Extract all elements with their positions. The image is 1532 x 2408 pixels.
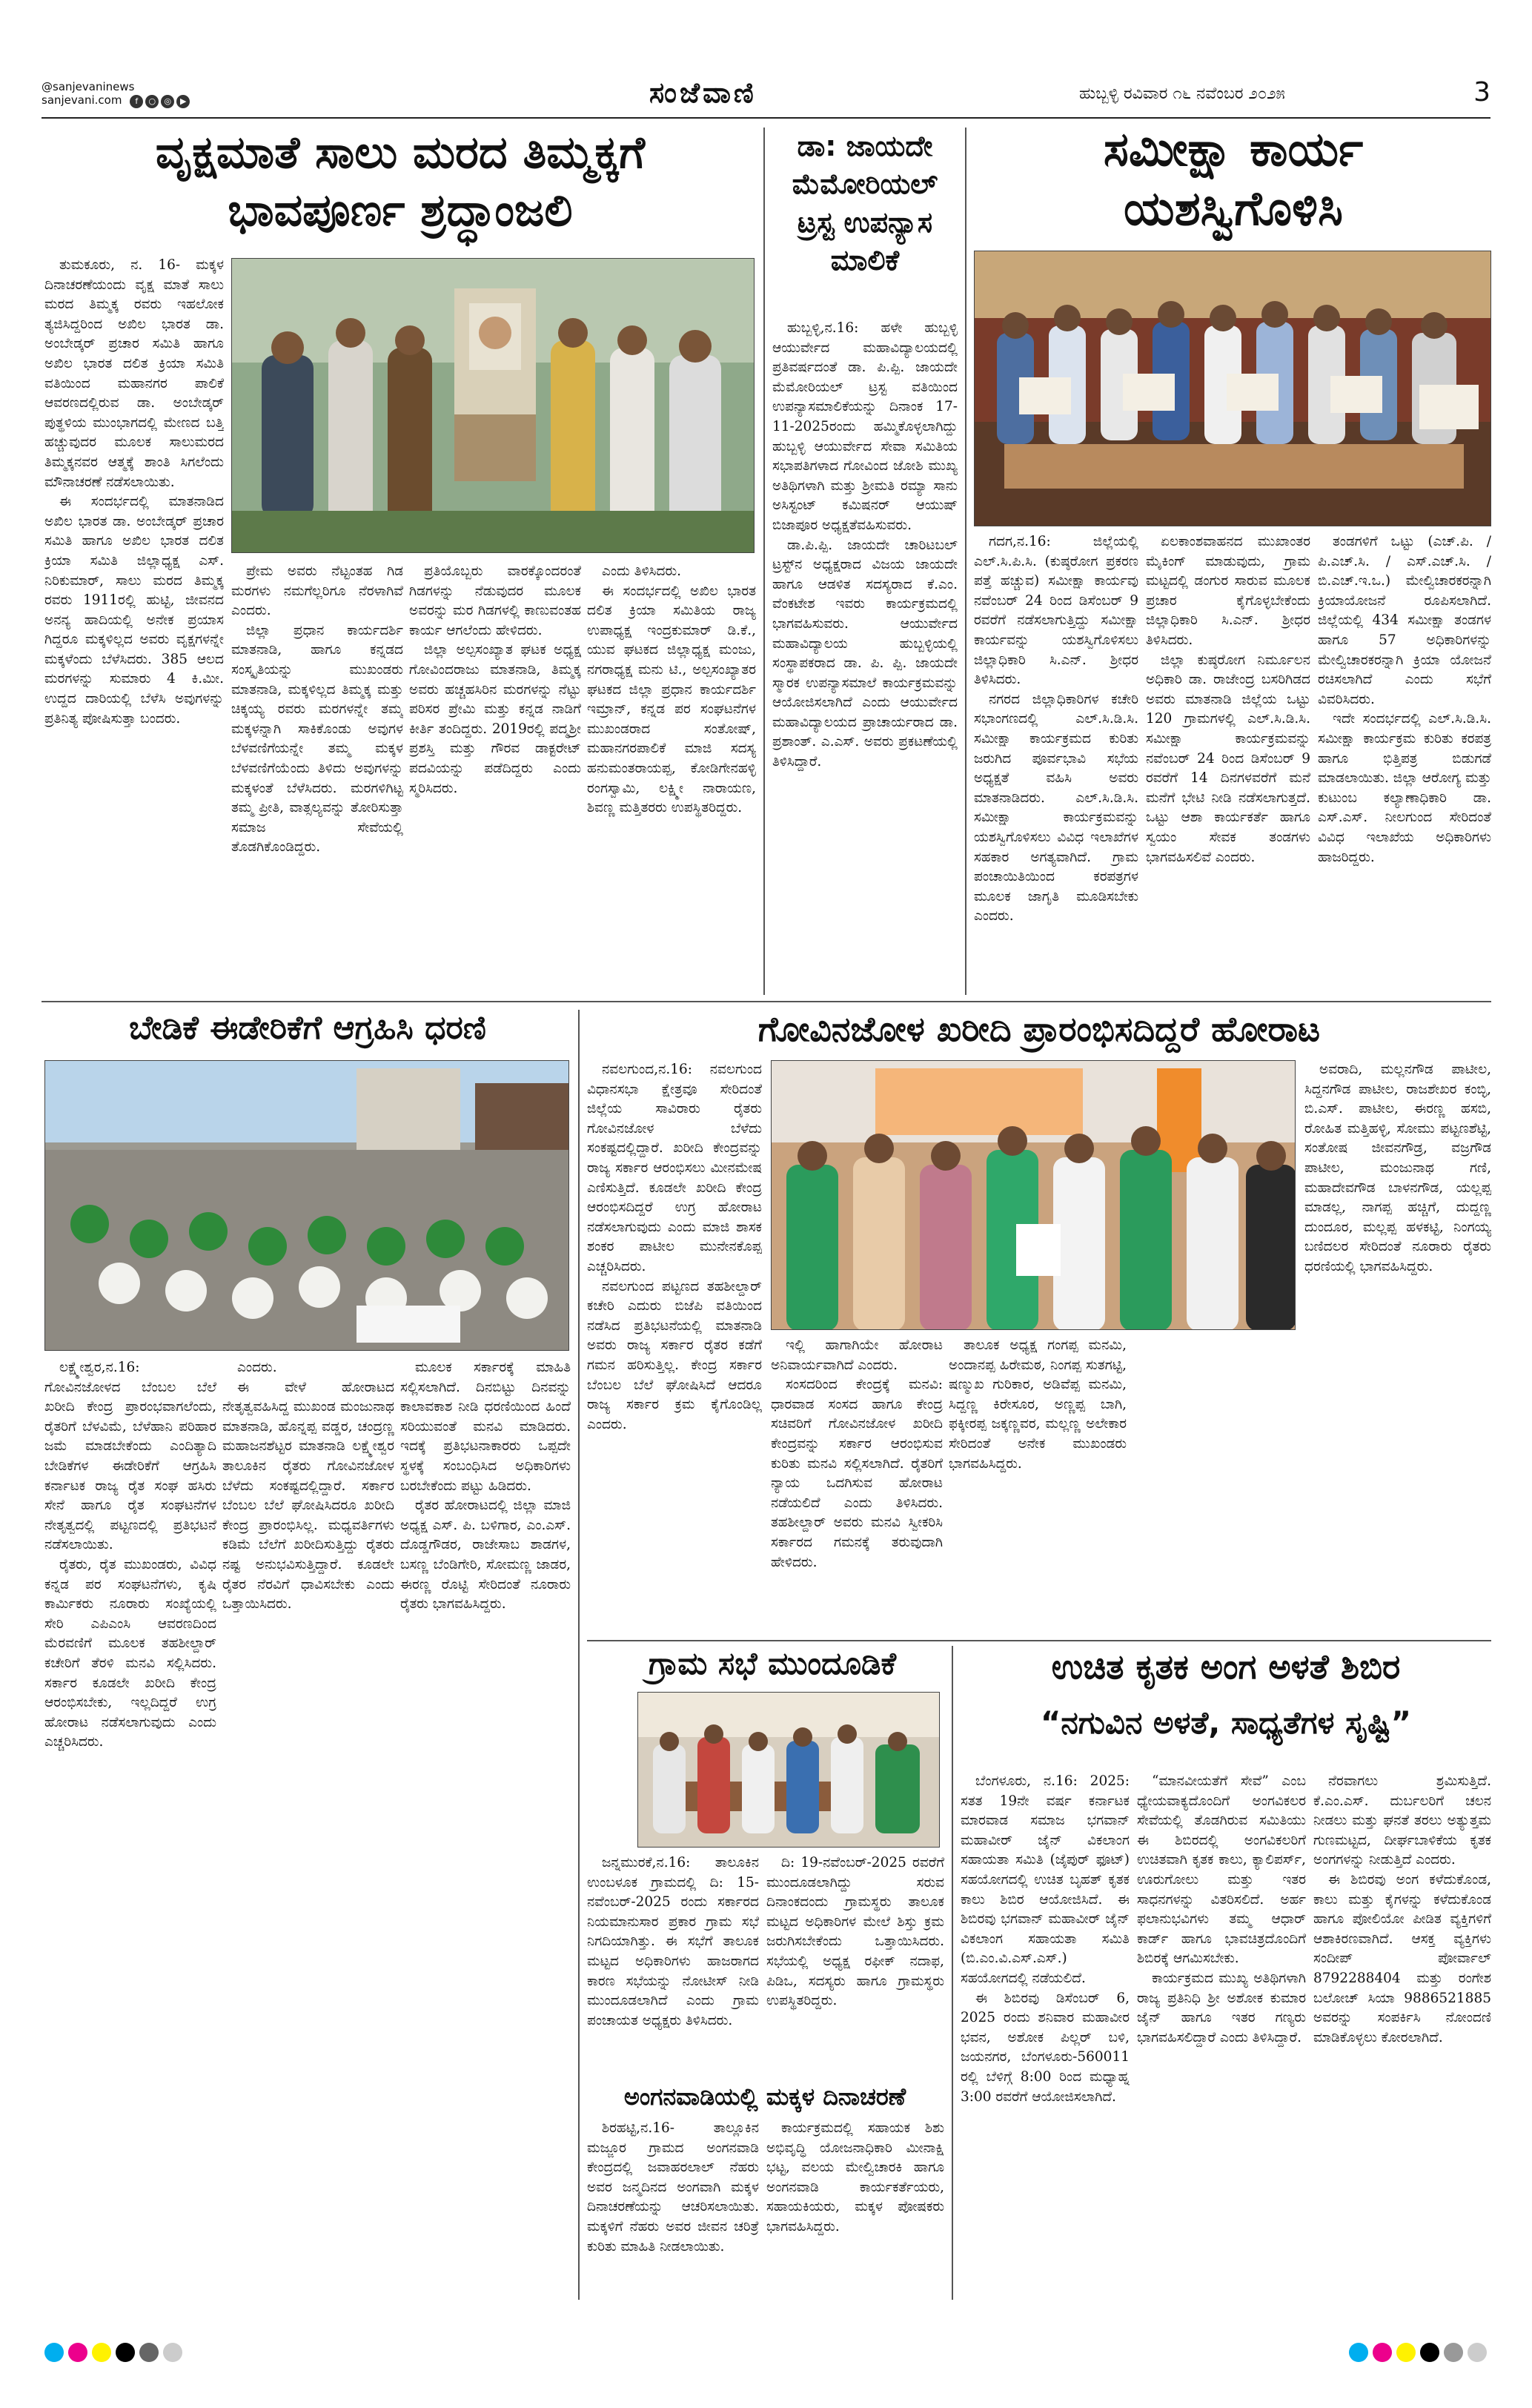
paragraph: ನವಲಗುಂದ,ನ.16: ನವಲಗುಂದ ವಿಧಾನಸಭಾ ಕ್ಷೇತ್ರವೂ ಸೇರಿದಂತೆ ಜಿಲ್ಲೆಯ ಸಾವಿರಾರು ರೈತರು ಗೋವಿನಜೋಳ ಬೆಳೆದು ಸಂಕಷ್ಟದಲ್ಲಿದ್ದಾರೆ. ಖರೀದಿ ಕೇಂದ್ರವನ್ನು ರಾಜ್ಯ ಸರ್ಕಾರ ಆರಂಭಿಸಲು ಮೀನಮೇಷ ಎಣಿಸುತ್ತಿದೆ. ಕೂಡಲೇ ಖರೀದಿ ಕೇಂದ್ರ ಆರಂಭಿಸದಿದ್ದರೆ ಉಗ್ರ ಹೋರಾಟ ನಡೆಸಲಾಗುವುದು ಎಂದು ಮಾಜಿ ಶಾಸಕ ಶಂಕರ ಪಾಟೀಲ ಮುನೇನಕೊಪ್ಪ ಎಚ್ಚರಿಸಿದರು. bbox=[587, 1062, 762, 1274]
survey-col-3 bbox=[1318, 532, 1491, 996]
thimmakka-col-4 bbox=[587, 562, 756, 999]
paragraph: ಗದಗ,ನ.16: ಜಿಲ್ಲೆಯಲ್ಲಿ ಎಲ್.ಸಿ.ಪಿ.ಸಿ. (ಕುಷ್ಠರೋಗ ಪ್ರಕರಣ ಪತ್ತೆ ಹಚ್ಚುವ) ಸಮೀಕ್ಷಾ ಕಾರ್ಯವು ನವೆಂಬರ್ 24 ರಿಂದ ಡಿಸೆಂಬರ್ 9 ರವರೆಗೆ ನಡೆಸಲಾಗುತ್ತಿದ್ದು ಸಮೀಕ್ಷಾ ಕಾರ್ಯವನ್ನು ಯಶಸ್ವಿಗೊಳಿಸಲು ಜಿಲ್ಲಾಧಿಕಾರಿ ಸಿ.ಎನ್. ಶ್ರೀಧರ ತಿಳಿಸಿದರು. bbox=[974, 534, 1138, 688]
gram-sabha-photo-image bbox=[638, 1693, 940, 1848]
social-block bbox=[42, 80, 192, 108]
paragraph: ಇಲ್ಲಿ ಹಾಗಾಗಿಯೇ ಹೋರಾಟ ಅನಿವಾರ್ಯವಾಗಿದೆ ಎಂದರು. bbox=[771, 1337, 943, 1373]
limb-headline-1: ಉಚಿತ ಕೃತಕ ಅಂಗ ಅಳತೆ ಶಿಬಿರ bbox=[1051, 1647, 1401, 1687]
paragraph: ನೆರವಾಗಲು ಶ್ರಮಿಸುತ್ತಿದೆ. ಕೆ.ಎಂ.ಎಸ್. ದುರ್ಬಲರಿಗೆ ಚಲನ ನೀಡಲು ಮತ್ತು ಘನತೆ ತರಲು ಅತ್ಯುತ್ತಮ ಗುಣಮಟ್ಟದ, ದೀರ್ಘಬಾಳಿಕೆಯ ಕೃತಕ ಅಂಗಗಳನ್ನು ನೀಡುತ್ತಿದೆ ಎಂದರು. bbox=[1313, 1773, 1491, 1868]
bedike-col-3 bbox=[400, 1358, 571, 2301]
column-divider bbox=[763, 128, 765, 995]
site-url[interactable]: sanjevani.com bbox=[42, 93, 122, 107]
gray-dot bbox=[139, 2343, 159, 2362]
govina-col-4 bbox=[1304, 1060, 1491, 1635]
govina-col-2 bbox=[771, 1336, 943, 1635]
color-registration-left bbox=[44, 2343, 187, 2365]
paragraph: ಜಿಲ್ಲಾ ಅಲ್ಪಸಂಖ್ಯಾತ ಘಟಕ ಅಧ್ಯಕ್ಷ ಗೋವಿಂದರಾಜು ಮಾತನಾಡಿ, ತಿಮ್ಮಕ್ಕ ಅವರು ಹಚ್ಚಹಸಿರಿನ ಮರಗಳನ್ನು ನೆಟ್ಟು ಪರಿಸರ ಪ್ರೇಮಿ ಮತ್ತು ಕನ್ನಡ ನಾಡಿಗೆ ಕೀರ್ತಿ ತಂದಿದ್ದರು. 2019ರಲ್ಲಿ ಪದ್ಮಶ್ರೀ ಪ್ರಶಸ್ತಿ ಮತ್ತು ಗೌರವ ಡಾಕ್ಟರೇಟ್ ಪದವಿಯನ್ನು ಪಡೆದಿದ್ದರು ಎಂದು ಸ್ಮರಿಸಿದರು. bbox=[409, 642, 581, 796]
paragraph: ಜನ್ನಮುರಕೆ,ನ.16: ತಾಲೂಕಿನ ಉಂಬಳೂಕ ಗ್ರಾಮದಲ್ಲಿ ದಿ: 15-ನವೆಂಬರ್-2025 ರಂದು ಸರ್ಕಾರದ ನಿಯಮಾನುಸಾರ ಪ್ರಕಾರ ಗ್ರಾಮ ಸಭೆ ನಿಗದಿಯಾಗಿತ್ತು. ಈ ಸಭೆಗೆ ತಾಲೂಕ ಮಟ್ಟದ ಅಧಿಕಾರಿಗಳು ಹಾಜರಾಗದ ಕಾರಣ ಸಭೆಯನ್ನು ನೋಟೀಸ್ ನೀಡಿ ಮುಂದೂಡಲಾಗಿದೆ ಎಂದು ಗ್ರಾಮ ಪಂಚಾಯತ ಅಧ್ಯಕ್ಷರು ತಿಳಿಸಿದರು. bbox=[587, 1855, 759, 2028]
paragraph: ಹುಬ್ಬಳ್ಳಿ,ನ.16: ಹಳೇ ಹುಬ್ಬಳ್ಳಿ ಆಯುರ್ವೇದ ಮಹಾವಿದ್ಯಾಲಯದಲ್ಲಿ ಪ್ರತಿವರ್ಷದಂತೆ ಡಾ. ಪಿ.ಪ್ಪಿ. ಜಾಯದೇ ಮೆಮೋರಿಯಲ್ ಟ್ರಸ್ಟ ವತಿಯಿಂದ ಉಪನ್ಯಾಸಮಾಲಿಕೆಯನ್ನು ದಿನಾಂಕ 17-11-2025ರಂದು ಹಮ್ಮಿಕೊಳ್ಳಲಾಗಿದ್ದು ಹುಬ್ಬಳ್ಳಿ ಆಯುರ್ವೇದ ಸೇವಾ ಸಮಿತಿಯ ಸಭಾಪತಿಗಳಾದ ಗೋವಿಂದ ಜೋಶಿ ಮುಖ್ಯ ಅತಿಥಿಗಳಾಗಿ ಮತ್ತು ಶ್ರೀಮತಿ ರಮ್ಯಾ ಸಾನು ಅಸಿಸ್ಟಂಟ್ ಕಮಿಷನರ್ ಆಯುಷ್ ಬಿಜಾಪೂರ ಅಧ್ಯಕ್ಷತೆವಹಿಸುವರು. bbox=[772, 320, 958, 533]
paragraph: ರೈತರು, ರೈತ ಮುಖಂಡರು, ವಿವಿಧ ಕನ್ನಡ ಪರ ಸಂಘಟನೆಗಳು, ಕೃಷಿ ಕಾರ್ಮಿಕರು ನೂರಾರು ಸಂಖ್ಯೆಯಲ್ಲಿ ಸೇರಿ ಎಪಿಎಂಸಿ ಆವರಣದಿಂದ ಮೆರವಣಿಗೆ ಮೂಲಕ ತಹಶೀಲ್ದಾರ್ ಕಚೇರಿಗೆ ತೆರಳಿ ಮನವಿ ಸಲ್ಲಿಸಿದರು. ಸರ್ಕಾರ ಕೂಡಲೇ ಖರೀದಿ ಕೇಂದ್ರ ಆರಂಭಿಸಬೇಕು, ಇಲ್ಲದಿದ್ದರೆ ಉಗ್ರ ಹೋರಾಟ ನಡೆಸಲಾಗುವುದು ಎಂದು ಎಚ್ಚರಿಸಿದರು. bbox=[44, 1556, 216, 1750]
magenta-dot bbox=[68, 2343, 87, 2362]
bedike-photo bbox=[44, 1060, 569, 1351]
bjp-protest-photo-image bbox=[772, 1061, 1296, 1330]
paragraph: ಶಿರಹಟ್ಟಿ,ನ.16- ತಾಲ್ಲೂಕಿನ ಮಜ್ಜೂರ ಗ್ರಾಮದ ಅಂಗನವಾಡಿ ಕೇಂದ್ರದಲ್ಲಿ ಜವಾಹರಲಾಲ್ ನೆಹರು ಅವರ ಜನ್ಮದಿನದ ಅಂಗವಾಗಿ ಮಕ್ಕಳ ದಿನಾಚರಣೆಯನ್ನು ಆಚರಿಸಲಾಯಿತು. ಮಕ್ಕಳಿಗೆ ನೆಹರು ಅವರ ಜೀವನ ಚರಿತ್ರೆ ಕುರಿತು ಮಾಹಿತಿ ನೀಡಲಾಯಿತು. bbox=[587, 2120, 759, 2255]
anganwadi-headline: ಅಂಗನವಾಡಿಯಲ್ಲಿ ಮಕ್ಕಳ ದಿನಾಚರಣೆ bbox=[623, 2083, 906, 2111]
meeting-photo-image bbox=[975, 251, 1491, 526]
paragraph: ದಿ: 19-ನವೆಂಬರ್-2025 ರವರೆಗೆ ಮುಂದೂಡಲಾಗಿದ್ದು ಸರುವ ದಿನಾಂಕದಂದು ಗ್ರಾಮಸ್ಥರು ತಾಲೂಕ ಮಟ್ಟದ ಅಧಿಕಾರಿಗಳ ಮೇಲೆ ಶಿಸ್ತು ಕ್ರಮ ಜರುಗಿಸಬೇಕೆಂದು ಒತ್ತಾಯಿಸಿದರು. ಸಭೆಯಲ್ಲಿ ಅಧ್ಯಕ್ಷ ರಫೀಕ್ ನದಾಫ, ಪಿಡಿಒ, ಸದಸ್ಯರು ಹಾಗೂ ಗ್ರಾಮಸ್ಥರು ಉಪಸ್ಥಿತರಿದ್ದರು. bbox=[766, 1855, 944, 2009]
paragraph: ಜಿಲ್ಲಾ ಕುಷ್ಠರೋಗ ನಿರ್ಮೂಲನ ಅಧಿಕಾರಿ ಡಾ. ರಾಜೇಂದ್ರ ಬಸರಿಗಿಡದ ಅವರು ಮಾತನಾಡಿ ಜಿಲ್ಲೆಯ ಒಟ್ಟು 120 ಗ್ರಾಮಗಳಲ್ಲಿ ಎಲ್.ಸಿ.ಡಿ.ಸಿ. ಸಮೀಕ್ಷಾ ಕಾರ್ಯಕ್ರಮವನ್ನು ನವೆಂಬರ್ 24 ರಿಂದ ಡಿಸೆಂಬರ್ 9 ರವರೆಗೆ 14 ದಿನಗಳವರೆಗೆ ಮನೆ ಮನೆಗೆ ಭೇಟಿ ನೀಡಿ ನಡೆಸಲಾಗುತ್ತದೆ. ಒಟ್ಟು ಆಶಾ ಕಾರ್ಯಕರ್ತೆ ಹಾಗೂ ಸ್ವಯಂ ಸೇವಕ ತಂಡಗಳು ಭಾಗವಹಿಸಲಿವೆ ಎಂದರು. bbox=[1146, 652, 1310, 865]
gramasabha-photo bbox=[637, 1692, 940, 1848]
light-gray-dot bbox=[1468, 2343, 1487, 2362]
paragraph: “ಮಾನವೀಯತೆಗೆ ಸೇವೆ” ಎಂಬ ಧ್ಯೇಯವಾಕ್ಯದೊಂದಿಗೆ ಅಂಗವಿಕಲರ ಸೇವೆಯಲ್ಲಿ ತೊಡಗಿರುವ ಸಮಿತಿಯು ಈ ಶಿಬಿರದಲ್ಲಿ ಅಂಗವಿಕಲರಿಗೆ ಉಚಿತವಾಗಿ ಕೃತಕ ಕಾಲು, ಕ್ಯಾಲಿಪರ್ಸ್, ಊರುಗೋಲು ಮತ್ತು ಇತರ ಸಾಧನಗಳನ್ನು ವಿತರಿಸಲಿದೆ. ಅರ್ಹ ಫಲಾನುಭವಿಗಳು ತಮ್ಮ ಆಧಾರ್ ಕಾರ್ಡ್ ಹಾಗೂ ಭಾವಚಿತ್ರದೊಂದಿಗೆ ಶಿಬಿರಕ್ಕೆ ಆಗಮಿಸಬೇಕು. bbox=[1137, 1773, 1306, 1967]
paragraph: ತಂಡಗಳಿಗೆ ಒಟ್ಟು (ಎಚ್.ಪಿ. / ಪಿ.ಎಚ್.ಸಿ. / ಎಸ್.ಎಚ್.ಸಿ. / ಬಿ.ಎಚ್.ಇ.ಒ.) ಮೇಲ್ವಿಚಾರಕರನ್ನಾಗಿ ಕ್ರಿಯಾಯೋಜನೆ ರೂಪಿಸಲಾಗಿದೆ. ಜಿಲ್ಲೆಯಲ್ಲಿ 434 ಸಮೀಕ್ಷಾ ತಂಡಗಳ ಹಾಗೂ 57 ಅಧಿಕಾರಿಗಳನ್ನು ಮೇಲ್ವಿಚಾರಕರನ್ನಾಗಿ ಕ್ರಿಯಾ ಯೋಜನೆ ರಚಿಸಲಾಗಿದೆ ಎಂದು ಸಭೆಗೆ ವಿವರಿಸಿದರು. bbox=[1318, 534, 1491, 707]
paragraph: ಎಂದರು. bbox=[237, 1360, 277, 1375]
cyan-dot bbox=[44, 2343, 64, 2362]
limb-headline-2: “ನಗುವಿನ ಅಳತೆ, ಸಾಧ್ಯತೆಗಳ ಸೃಷ್ಟಿ” bbox=[1040, 1704, 1412, 1741]
page-number: 3 bbox=[1473, 77, 1490, 108]
paragraph: ಸಂಸದರಿಂದ ಕೇಂದ್ರಕ್ಕೆ ಮನವಿ: ಧಾರವಾಡ ಸಂಸದ ಹಾಗೂ ಕೇಂದ್ರ ಸಚಿವರಿಗೆ ಗೋವಿನಜೋಳ ಖರೀದಿ ಕೇಂದ್ರವನ್ನು ಸರ್ಕಾರ ಆರಂಭಿಸುವ ಕುರಿತು ಮನವಿ ಸಲ್ಲಿಸಲಾಗಿದೆ. ರೈತರಿಗೆ ನ್ಯಾಯ ಒದಗಿಸುವ ಹೋರಾಟ ನಡೆಯಲಿದೆ ಎಂದು ತಿಳಿಸಿದರು. ತಹಶೀಲ್ದಾರ್ ಅವರು ಮನವಿ ಸ್ವೀಕರಿಸಿ ಸರ್ಕಾರದ ಗಮನಕ್ಕೆ ತರುವುದಾಗಿ ಹೇಳಿದರು. bbox=[771, 1377, 943, 1570]
section-divider bbox=[42, 1001, 1491, 1002]
light-gray-dot bbox=[163, 2343, 182, 2362]
govina-headline: ಗೋವಿನಜೋಳ ಖರೀದಿ ಪ್ರಾರಂಭಿಸದಿದ್ದರೆ ಹೋರಾಟ bbox=[757, 1009, 1321, 1049]
paragraph: ಏಲಕಾಂಶವಾಹನದ ಮುಖಾಂತರ ಮೈಕಿಂಗ್ ಮಾಡುವುದು, ಗ್ರಾಮ ಮಟ್ಟದಲ್ಲಿ ಡಂಗುರ ಸಾರುವ ಮೂಲಕ ಪ್ರಚಾರ ಕೈಗೊಳ್ಳಬೇಕೆಂದು ಜಿಲ್ಲಾಧಿಕಾರಿ ಸಿ.ಎನ್. ಶ್ರೀಧರ ತಿಳಿಸಿದರು. bbox=[1146, 534, 1310, 648]
masthead bbox=[42, 74, 1490, 119]
gray-dot bbox=[1444, 2343, 1463, 2362]
facebook-icon[interactable]: f bbox=[130, 95, 143, 108]
limb-col-1 bbox=[961, 1772, 1130, 2300]
bedike-headline: ಬೇಡಿಕೆ ಈಡೇರಿಕೆಗೆ ಆಗ್ರಹಿಸಿ ಧರಣಿ bbox=[129, 1009, 486, 1047]
thimmakka-col-2 bbox=[231, 562, 403, 999]
thimmakka-col-1 bbox=[44, 256, 224, 997]
paragraph: ಜಿಲ್ಲಾ ಪ್ರಧಾನ ಕಾರ್ಯದರ್ಶಿ ಮಾತನಾಡಿ, ಹಾಗೂ ಕನ್ನಡದ ಸಂಸ್ಕೃತಿಯನ್ನು ಮುಖಂಡರು ಮಾತನಾಡಿ, ಮಕ್ಕಳಿಲ್ಲದ ತಿಮ್ಮಕ್ಕ ಮತ್ತು ಚಿಕ್ಕಯ್ಯ ರವರು ಮರಗಳನ್ನೇ ತಮ್ಮ ಮಕ್ಕಳನ್ನಾಗಿ ಸಾಕಿಕೊಂಡು ಅವುಗಳ ಬೆಳವಣಿಗೆಯನ್ನೇ ತಮ್ಮ ಮಕ್ಕಳ ಬೆಳವಣಿಗೆಯೆಂದು ತಿಳಿದು ಅವುಗಳನ್ನು ಮಕ್ಕಳಂತೆ ಬೆಳೆಸಿದರು. ಮರಗಳಿಗಿಟ್ಟ ತಮ್ಮ ಪ್ರೀತಿ, ವಾತ್ಸಲ್ಯವನ್ನು ತೋರಿಸುತ್ತಾ ಸಮಾಜ ಸೇವೆಯಲ್ಲಿ ತೊಡಗಿಕೊಂಡಿದ್ದರು. bbox=[231, 622, 403, 856]
lecture-headline: ಡಾ: ಜಾಯದೇ ಮೆಮೋರಿಯಲ್ ಟ್ರಸ್ಟ ಉಪನ್ಯಾಸ ಮಾಲಿಕೆ bbox=[792, 130, 938, 277]
column-divider bbox=[965, 128, 966, 995]
yellow-dot bbox=[92, 2343, 111, 2362]
black-dot bbox=[116, 2343, 135, 2362]
paper-name: ಸಂಜೆವಾಣಿ bbox=[649, 76, 757, 109]
paragraph: ಬೆಂಗಳೂರು, ನ.16: 2025: ಸತತ 19ನೇ ವರ್ಷ ಕರ್ನಾಟಕ ಮಾರವಾಡ ಸಮಾಜ ಭಗವಾನ್ ಮಹಾವೀರ್ ಜೈನ್ ವಿಕಲಾಂಗ ಸಹಾಯತಾ ಸಮಿತಿ (ಜೈಪುರ್ ಫೂಟ್) ಸಹಯೋಗದಲ್ಲಿ ಉಚಿತ ಬೃಹತ್ ಕೃತಕ ಕಾಲು ಶಿಬಿರ ಆಯೋಜಿಸಿದೆ. ಈ ಶಿಬಿರವು ಭಗವಾನ್ ಮಹಾವೀರ್ ಜೈನ್ ವಿಕಲಾಂಗ ಸಹಾಯತಾ ಸಮಿತಿ (ಬಿ.ಎಂ.ವಿ.ಎಸ್.ಎಸ್.) ಸಹಯೋಗದಲ್ಲಿ ನಡೆಯಲಿದೆ. bbox=[961, 1773, 1130, 1986]
paragraph: ಎಂದು ತಿಳಿಸಿದರು. bbox=[602, 563, 681, 579]
color-registration-right bbox=[1349, 2343, 1491, 2365]
bedike-col-2 bbox=[222, 1358, 394, 2301]
tribute-photo-image bbox=[232, 259, 755, 553]
bedike-col-1 bbox=[44, 1358, 216, 2301]
paragraph: ಇದೇ ಸಂದರ್ಭದಲ್ಲಿ ಎಲ್.ಸಿ.ಡಿ.ಸಿ. ಸಮೀಕ್ಷಾ ಕಾರ್ಯಕ್ರಮ ಕುರಿತು ಕರಪತ್ರ ಹಾಗೂ ಭಿತ್ತಿಪತ್ರ ಬಿಡುಗಡೆ ಮಾಡಲಾಯಿತು. ಜಿಲ್ಲಾ ಆರೋಗ್ಯ ಮತ್ತು ಕುಟುಂಬ ಕಲ್ಯಾಣಾಧಿಕಾರಿ ಡಾ. ಎಸ್.ಎಸ್. ನೀಲಗುಂದ ಸೇರಿದಂತೆ ವಿವಿಧ ಇಲಾಖೆಯ ಅಧಿಕಾರಿಗಳು ಹಾಜರಿದ್ದರು. bbox=[1318, 711, 1491, 865]
paragraph: ಡಾ.ಪಿ.ಪ್ಪಿ. ಜಾಯದೇ ಚಾರಿಟಬಲ್ ಟ್ರಸ್ಟ್‌ನ ಅಧ್ಯಕ್ಷರಾದ ವಿಜಯ ಜಾಯದೇ ಹಾಗೂ ಆಡಳಿತ ಸದಸ್ಯರಾದ ಕೆ.ಎಂ. ವೆಂಕಟೇಶ ಇವರು ಕಾರ್ಯಕ್ರಮದಲ್ಲಿ ಭಾಗವಹಿಸುವರು. ಆಯುರ್ವೇದ ಮಹಾವಿದ್ಯಾಲಯ ಹುಬ್ಬಳ್ಳಿಯಲ್ಲಿ ಸಂಸ್ಥಾಪಕರಾದ ಡಾ. ಪಿ. ಪ್ಪಿ. ಜಾಯದೇ ಸ್ಮಾರಕ ಉಪನ್ಯಾಸಮಾಲೆ ಕಾರ್ಯಕ್ರಮವನ್ನು ಆಯೋಜಿಸಲಾಗಿದೆ ಎಂದು ಆಯುರ್ವೇದ ಮಹಾವಿದ್ಯಾಲಯದ ಪ್ರಾಚಾರ್ಯರಾದ ಡಾ. ಪ್ರಶಾಂತ್. ಎ.ಎಸ್. ಅವರು ಪ್ರಕಟಣೆಯಲ್ಲಿ ತಿಳಿಸಿದ್ದಾರೆ. bbox=[772, 537, 958, 770]
gramasabha-body-2 bbox=[766, 1853, 944, 2076]
paragraph: ಪ್ರೇಮ ಅವರು ನೆಟ್ಟಂತಹ ಗಿಡ ಮರಗಳು ನಮಗೆಲ್ಲರಿಗೂ ನೆರಳಾಗಿವೆ ಎಂದರು. bbox=[231, 563, 403, 619]
paragraph: ನವಲಗುಂದ ಪಟ್ಟಣದ ತಹಶೀಲ್ದಾರ್ ಕಚೇರಿ ಎದುರು ಬಿಜೆಪಿ ವತಿಯಿಂದ ನಡೆಸಿದ ಪ್ರತಿಭಟನೆಯಲ್ಲಿ ಮಾತನಾಡಿ ಅವರು ರಾಜ್ಯ ಸರ್ಕಾರ ರೈತರ ಕಡೆಗೆ ಗಮನ ಹರಿಸುತ್ತಿಲ್ಲ. ಕೇಂದ್ರ ಸರ್ಕಾರ ಬೆಂಬಲ ಬೆಲೆ ಘೋಷಿಸಿದೆ ಆದರೂ ರಾಜ್ಯ ಸರ್ಕಾರ ಕ್ರಮ ಕೈಗೊಂಡಿಲ್ಲ ಎಂದರು. bbox=[587, 1278, 762, 1432]
section-divider bbox=[587, 1640, 1491, 1641]
govina-col-3 bbox=[949, 1336, 1127, 1635]
whatsapp-icon[interactable]: ○ bbox=[145, 95, 159, 108]
paragraph: ರೈತರ ಹೋರಾಟದಲ್ಲಿ ಜಿಲ್ಲಾ ಮಾಜಿ ಅಧ್ಯಕ್ಷ ಎಸ್. ಪಿ. ಬಳಿಗಾರ, ಎಂ.ಎಸ್. ದೊಡ್ಡಗೌಡರ, ರಾಜೇಸಾಬ ಶಾಡಗಳ, ಬಸಣ್ಣ ಬೆಂಡಿಗೇರಿ, ಸೋಮಣ್ಣ ಜಾಡರ, ಈರಣ್ಣ ರೊಟ್ಟಿ ಸೇರಿದಂತೆ ನೂರಾರು ರೈತರು ಭಾಗವಹಿಸಿದ್ದರು. bbox=[400, 1498, 571, 1612]
paragraph: ತುಮಕೂರು, ನ. 16- ಮಕ್ಕಳ ದಿನಾಚರಣೆಯಂದು ವೃಕ್ಷ ಮಾತೆ ಸಾಲು ಮರದ ತಿಮ್ಮಕ್ಕ ರವರು ಇಹಲೋಕ ತ್ಯಜಿಸಿದ್ದರಿಂದ ಅಖಿಲ ಭಾರತ ಡಾ. ಅಂಬೇಡ್ಕರ್ ಪ್ರಚಾರ ಸಮಿತಿ ಹಾಗೂ ಅಖಿಲ ಭಾರತ ದಲಿತ ಕ್ರಿಯಾ ಸಮಿತಿ ವತಿಯಿಂದ ಮಹಾನಗರ ಪಾಲಿಕೆ ಆವರಣದಲ್ಲಿರುವ ಡಾ. ಅಂಬೇಡ್ಕರ್ ಪುತ್ಥಳಿಯ ಮುಂಭಾಗದಲ್ಲಿ ಮೇಣದ ಬತ್ತಿ ಹಚ್ಚುವುದರ ಮೂಲಕ ಸಾಲುಮರದ ತಿಮ್ಮಕ್ಕನವರ ಆತ್ಮಕ್ಕೆ ಶಾಂತಿ ಸಿಗಲೆಂದು ಮೌನಾಚರಣೆ ನಡೆಸಲಾಯಿತು. bbox=[44, 257, 224, 490]
survey-col-1 bbox=[974, 532, 1138, 996]
paragraph: ಅವರಾದಿ, ಮಲ್ಲನಗೌಡ ಪಾಟೀಲ, ಸಿದ್ದನಗೌಡ ಪಾಟೀಲ, ರಾಜಶೇಖರ ಕಂಬ್ಳಿ, ಬಿ.ಎಸ್. ಪಾಟೀಲ, ಈರಣ್ಣ ಹಸಬಿ, ರೋಹಿತ ಮತ್ತಿಹಳ್ಳಿ, ಸೋಮು ಪಟ್ಟಣಶೆಟ್ಟಿ, ಸಂತೋಷ ಜೀವನಗೌಡ್ರ, ವಜ್ರಗೌಡ ಪಾಟೀಲ, ಮಂಜುನಾಥ ಗಣಿ, ಮಹಾದೇವಗೌಡ ಬಾಳನಗೌಡ, ಯಲ್ಲಪ್ಪ ಮಾಡಲ್ಲ, ನಾಗಪ್ಪ ಹಚ್ಚಿಗೆ, ದುದ್ದಣ್ಣ ದುಂದೂರ, ಮಲ್ಲಪ್ಪ ಹಳಕಟ್ಟಿ, ನಿಂಗಯ್ಯ ಬಣಿದಲರ ಸೇರಿದಂತೆ ನೂರಾರು ರೈತರು ಧರಣಿಯಲ್ಲಿ ಭಾಗವಹಿಸಿದ್ದರು. bbox=[1304, 1062, 1491, 1274]
thimmakka-headline-1: ವೃಕ್ಷಮಾತೆ ಸಾಲು ಮರದ ತಿಮ್ಮಕ್ಕಗೆ bbox=[155, 127, 646, 179]
paragraph: ಈ ವೇಳೆ ಹೋರಾಟದ ನೇತೃತ್ವವಹಿಸಿದ್ದ ಮುಖಂಡ ಮಂಜುನಾಥ ಮಾತನಾಡಿ, ಹೊನ್ನಪ್ಪ ವಡ್ಡರ, ಚಂದ್ರಣ್ಣ ಮಹಾಜನಶೆಟ್ಟರ ಮಾತನಾಡಿ ಲಕ್ಷ್ಮೇಶ್ವರ ತಾಲೂಕಿನ ರೈತರು ಗೋವಿನಜೋಳ ಬೆಳೆದು ಸಂಕಷ್ಟದಲ್ಲಿದ್ದಾರೆ. ಸರ್ಕಾರ ಬೆಂಬಲ ಬೆಲೆ ಘೋಷಿಸಿದರೂ ಖರೀದಿ ಕೇಂದ್ರ ಪ್ರಾರಂಭಿಸಿಲ್ಲ. ಮಧ್ಯವರ್ತಿಗಳು ಕಡಿಮೆ ಬೆಲೆಗೆ ಖರೀದಿಸುತ್ತಿದ್ದು ರೈತರು ನಷ್ಟ ಅನುಭವಿಸುತ್ತಿದ್ದಾರೆ. ಕೂಡಲೇ ರೈತರ ನೆರವಿಗೆ ಧಾವಿಸಬೇಕು ಎಂದು ಒತ್ತಾಯಿಸಿದರು. bbox=[222, 1379, 394, 1612]
survey-headline-1: ಸಮೀಕ್ಷಾ ಕಾರ್ಯ bbox=[1103, 122, 1364, 177]
thimmakka-col-3 bbox=[409, 562, 581, 999]
paragraph: ಲಕ್ಷ್ಮೇಶ್ವರ,ನ.16: ಗೋವಿನಜೋಳದ ಬೆಂಬಲ ಬೆಲೆ ಖರೀದಿ ಕೇಂದ್ರ ಪ್ರಾರಂಭವಾಗಲೆಂದು, ರೈತರಿಗೆ ಬೆಳವಿಮೆ, ಬೆಳೆಹಾನಿ ಪರಿಹಾರ ಜಮೆ ಮಾಡಬೇಕೆಂದು ಎಂದಿತ್ಯಾದಿ ಬೇಡಿಕೆಗಳ ಈಡೇರಿಕೆಗೆ ಆಗ್ರಹಿಸಿ ಕರ್ನಾಟಕ ರಾಜ್ಯ ರೈತ ಸಂಘ ಹಸಿರು ಸೇನೆ ಹಾಗೂ ರೈತ ಸಂಘಟನೆಗಳ ನೇತೃತ್ವದಲ್ಲಿ ಪಟ್ಟಣದಲ್ಲಿ ಪ್ರತಿಭಟನೆ ನಡೆಸಲಾಯಿತು. bbox=[44, 1360, 216, 1553]
social-icons bbox=[130, 93, 192, 107]
protest-photo-image bbox=[45, 1061, 569, 1351]
column-divider bbox=[578, 1010, 580, 2300]
paragraph: ಕಾರ್ಯಕ್ರಮದ ಮುಖ್ಯ ಅತಿಥಿಗಳಾಗಿ ರಾಜ್ಯ ಪ್ರತಿನಿಧಿ ಶ್ರೀ ಅಶೋಕ ಕುಮಾರ ಜೈನ್ ಹಾಗೂ ಇತರ ಗಣ್ಯರು ಭಾಗವಹಿಸಲಿದ್ದಾರೆ ಎಂದು ತಿಳಿಸಿದ್ದಾರೆ. bbox=[1137, 1970, 1306, 2045]
gramasabha-body-1 bbox=[587, 1853, 759, 2076]
paragraph: ಈ ಸಂದರ್ಭದಲ್ಲಿ ಮಾತನಾಡಿದ ಅಖಿಲ ಭಾರತ ಡಾ. ಅಂಬೇಡ್ಕರ್ ಪ್ರಚಾರ ಸಮಿತಿ ಹಾಗೂ ಅಖಿಲ ಭಾರತ ದಲಿತ ಕ್ರಿಯಾ ಸಮಿತಿ ಜಿಲ್ಲಾಧ್ಯಕ್ಷ ಎಸ್. ನಿರಿಕುಮಾರ್, ಸಾಲು ಮರದ ತಿಮ್ಮಕ್ಕ ರವರು 1911ರಲ್ಲಿ ಹುಟ್ಟಿ, ಜೀವನದ ಅನನ್ಯ ಹಾದಿಯಲ್ಲಿ ಅನೇಕ ಪ್ರಯಾಸ ಗಿದ್ದರೂ ಮಕ್ಕಳಿಲ್ಲದ ಅವರು ವೃಕ್ಷಗಳನ್ನೇ ಮಕ್ಕಳೆಂದು ಬೆಳೆಸಿದರು. 385 ಆಲದ ಮರಗಳನ್ನು ಸುಮಾರು 4 ಕಿ.ಮೀ. ಉದ್ದದ ದಾರಿಯಲ್ಲಿ ಬೆಳೆಸಿ ಅವುಗಳನ್ನು ಪ್ರತಿನಿತ್ಯ ಪೋಷಿಸುತ್ತಾ ಬಂದರು. bbox=[44, 494, 224, 727]
limb-col-3 bbox=[1313, 1772, 1491, 2300]
paragraph: ತಾಲೂಕ ಅಧ್ಯಕ್ಷ ಗಂಗಪ್ಪ ಮನಮಿ, ಅಂದಾನಪ್ಪ ಹಿರೇಮಠ, ನಿಂಗಪ್ಪ ಸುತಗಟ್ಟಿ, ಷಣ್ಮುಖ ಗುರಿಕಾರ, ಅಡಿವೆಪ್ಪ ಮನಮಿ, ಸಿದ್ದಣ್ಣ ಕಿರೇಸೂರ, ಅಣ್ಣಪ್ಪ ಬಾಗಿ, ಫಕ್ಕೀರಪ್ಪ ಜಕ್ಕಣ್ಣವರ, ಮಲ್ಲಣ್ಣ ಅಲೇಕಾರ ಸೇರಿದಂತೆ ಅನೇಕ ಮುಖಂಡರು ಭಾಗವಹಿಸಿದ್ದರು. bbox=[949, 1337, 1127, 1472]
instagram-icon[interactable]: ◎ bbox=[161, 95, 174, 108]
column-divider bbox=[952, 1646, 953, 2300]
black-dot bbox=[1420, 2343, 1439, 2362]
paragraph: ಪ್ರತಿಯೊಬ್ಬರು ವಾರಕ್ಕೊಂದರಂತೆ ಗಿಡಗಳನ್ನು ನೆಡುವುದರ ಮೂಲಕ ಅವರನ್ನು ಮರ ಗಿಡಗಳಲ್ಲಿ ಕಾಣುವಂತಹ ಕಾರ್ಯ ಆಗಲೆಂದು ಹೇಳಿದರು. bbox=[409, 563, 581, 638]
paragraph: ಈ ಸಂದರ್ಭದಲ್ಲಿ ಅಖಿಲ ಭಾರತ ದಲಿತ ಕ್ರಿಯಾ ಸಮಿತಿಯ ರಾಜ್ಯ ಉಪಾಧ್ಯಕ್ಷ ಇಂದ್ರಕುಮಾರ್ ಡಿ.ಕೆ., ಯುವ ಘಟಕದ ಜಿಲ್ಲಾಧ್ಯಕ್ಷ ಮಂಜು, ನಗರಾಧ್ಯಕ್ಷ ಮನು ಟಿ., ಅಲ್ಪಸಂಖ್ಯಾತರ ಘಟಕದ ಜಿಲ್ಲಾ ಪ್ರಧಾನ ಕಾರ್ಯದರ್ಶಿ ಇಮ್ರಾನ್, ಕನ್ನಡ ಪರ ಸಂಘಟನೆಗಳ ಮುಖಂಡರಾದ ಸಂತೋಷ್, ಮಹಾನಗರಪಾಲಿಕೆ ಮಾಜಿ ಸದಸ್ಯ ಹನುಮಂತರಾಯಪ್ಪ, ಕೋಡಿಗೇನಹಳ್ಳಿ ರಂಗಸ್ವಾಮಿ, ಲಕ್ಷ್ಮೀ ನಾರಾಯಣ, ಶಿವಣ್ಣ ಮತ್ತಿತರರು ಉಪಸ್ಥಿತರಿದ್ದರು. bbox=[587, 583, 756, 816]
handle: @sanjevaninews bbox=[42, 80, 135, 93]
survey-headline-2: ಯಶಸ್ವಿಗೊಳಿಸಿ bbox=[1124, 182, 1343, 236]
yellow-dot bbox=[1396, 2343, 1416, 2362]
anganwadi-body-2 bbox=[766, 2119, 944, 2300]
survey-col-2 bbox=[1146, 532, 1310, 996]
thimmakka-headline-2: ಭಾವಪೂರ್ಣ ಶ್ರದ್ಧಾಂಜಲಿ bbox=[228, 185, 573, 236]
paragraph: ಕಾರ್ಯಕ್ರಮದಲ್ಲಿ ಸಹಾಯಕ ಶಿಶು ಅಭಿವೃದ್ಧಿ ಯೋಜನಾಧಿಕಾರಿ ಮೀನಾಕ್ಷಿ ಭಟ್ಟ, ವಲಯ ಮೇಲ್ವಿಚಾರಕಿ ಹಾಗೂ ಅಂಗನವಾಡಿ ಕಾರ್ಯಕರ್ತೆಯರು, ಸಹಾಯಕಿಯರು, ಮಕ್ಕಳ ಪೋಷಕರು ಭಾಗವಹಿಸಿದ್ದರು. bbox=[766, 2120, 944, 2235]
anganwadi-body-1 bbox=[587, 2119, 759, 2300]
limb-col-2 bbox=[1137, 1772, 1306, 2300]
youtube-icon[interactable]: ▶ bbox=[176, 95, 190, 108]
paragraph: ಈ ಶಿಬಿರವು ಡಿಸೆಂಬರ್ 6, 2025 ರಂದು ಶನಿವಾರ ಮಹಾವೀರ ಭವನ, ಅಶೋಕ ಪಿಲ್ಲರ್ ಬಳಿ, ಜಯನಗರ, ಬೆಂಗಳೂರು-560011 ರಲ್ಲಿ ಬೆಳಿಗ್ಗೆ 8:00 ರಿಂದ ಮಧ್ಯಾಹ್ನ 3:00 ರವರೆಗೆ ಆಯೋಜಿಸಲಾಗಿದೆ. bbox=[961, 1990, 1130, 2105]
date-line: ಹುಬ್ಬಳ್ಳಿ ರವಿವಾರ ೧೬ ನವೆಂಬರ ೨೦೨೫ bbox=[1079, 85, 1285, 103]
thimmakka-photo bbox=[231, 258, 755, 553]
paragraph: ಮೂಲಕ ಸರ್ಕಾರಕ್ಕೆ ಮಾಹಿತಿ ಸಲ್ಲಿಸಲಾಗಿದೆ. ದಿನಬಿಟ್ಟು ದಿನವನ್ನು ಕಾಲಾವಕಾಶ ನೀಡಿ ಧರಣಿಯಿಂದ ಹಿಂದೆ ಸರಿಯುವಂತೆ ಮನವಿ ಮಾಡಿದರು. ಇದಕ್ಕೆ ಪ್ರತಿಭಟನಾಕಾರರು ಒಪ್ಪದೇ ಸ್ಥಳಕ್ಕೆ ಸಂಬಂಧಿಸಿದ ಅಧಿಕಾರಿಗಳು ಬರಬೇಕೆಂದು ಪಟ್ಟು ಹಿಡಿದರು. bbox=[400, 1360, 571, 1494]
govina-photo bbox=[771, 1060, 1296, 1330]
cyan-dot bbox=[1349, 2343, 1368, 2362]
paragraph: ಈ ಶಿಬಿರವು ಅಂಗ ಕಳೆದುಕೊಂಡ, ಕಾಲು ಮತ್ತು ಕೈಗಳನ್ನು ಕಳೆದುಕೊಂಡ ಹಾಗೂ ಪೋಲಿಯೋ ಪೀಡಿತ ವ್ಯಕ್ತಿಗಳಿಗೆ ಆಶಾಕಿರಣವಾಗಿದೆ. ಆಸಕ್ತ ವ್ಯಕ್ತಿಗಳು ಸಂದೀಪ್ ಪೋರ್ವಾಲ್ 8792288404 ಮತ್ತು ರಂಗೇಶ ಬಲೋಚ್ ಸಿಯಾ 9886521885 ಅವರನ್ನು ಸಂಪರ್ಕಿಸಿ ನೋಂದಣಿ ಮಾಡಿಕೊಳ್ಳಲು ಕೋರಲಾಗಿದೆ. bbox=[1313, 1871, 1491, 2045]
govina-col-1 bbox=[587, 1060, 762, 1635]
magenta-dot bbox=[1373, 2343, 1392, 2362]
lecture-body bbox=[772, 319, 958, 993]
paragraph: ನಗರದ ಜಿಲ್ಲಾಧಿಕಾರಿಗಳ ಕಚೇರಿ ಸಭಾಂಗಣದಲ್ಲಿ ಎಲ್.ಸಿ.ಡಿ.ಸಿ. ಸಮೀಕ್ಷಾ ಕಾರ್ಯಕ್ರಮದ ಕುರಿತು ಜರುಗಿದ ಪೂರ್ವಭಾವಿ ಸಭೆಯ ಅಧ್ಯಕ್ಷತೆ ವಹಿಸಿ ಅವರು ಮಾತನಾಡಿದರು. ಎಲ್.ಸಿ.ಡಿ.ಸಿ. ಸಮೀಕ್ಷಾ ಕಾರ್ಯಕ್ರಮವನ್ನು ಯಶಸ್ವಿಗೊಳಿಸಲು ವಿವಿಧ ಇಲಾಖೆಗಳ ಸಹಕಾರ ಅಗತ್ಯವಾಗಿದೆ. ಗ್ರಾಮ ಪಂಚಾಯಿತಿಯಿಂದ ಕರಪತ್ರಗಳ ಮೂಲಕ ಜಾಗೃತಿ ಮೂಡಿಸಬೇಕು ಎಂದರು. bbox=[974, 691, 1138, 924]
gramasabha-headline: ಗ್ರಾಮ ಸಭೆ ಮುಂದೂಡಿಕೆ bbox=[648, 1645, 897, 1681]
survey-photo bbox=[974, 251, 1491, 526]
